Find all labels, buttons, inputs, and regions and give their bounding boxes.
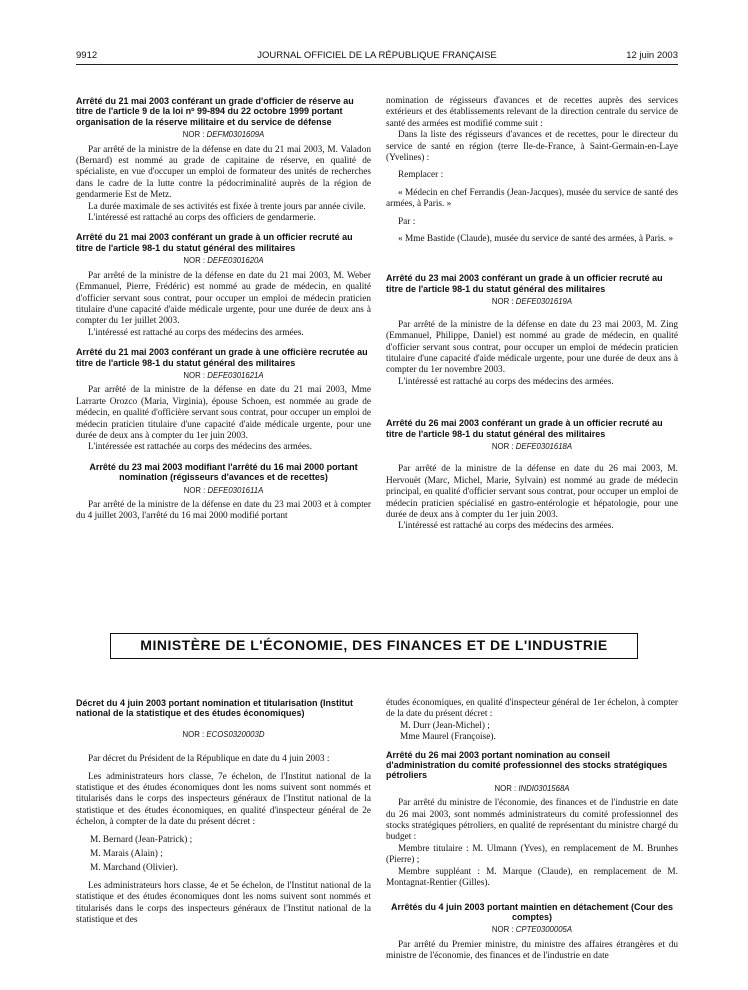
- nor-reference: NOR : DEFE0301611A: [183, 485, 264, 495]
- article: [76, 347, 371, 454]
- paragraph: La durée maximale de ses activités est fixée à trente jours par année civile.: [88, 201, 366, 212]
- paragraph: études économiques, en qualité d'inspecteur général de 1er échelon, à compter de la date du présent décret :: [386, 698, 678, 720]
- paragraph: L'intéressé est rattaché au corps des médecins des armées.: [398, 521, 614, 532]
- journal-title: JOURNAL OFFICIEL DE LA RÉPUBLIQUE FRANÇAISE: [257, 50, 497, 61]
- article: [76, 462, 371, 523]
- article: [386, 273, 678, 388]
- article-title: Arrêté du 21 mai 2003 conférant un grade à un officier recruté au titre de l'article 98-1 du statut général des militaires: [76, 232, 353, 253]
- paragraph: Par arrêté de la ministre de la défense en date du 21 mai 2003, M. Valadon (Bernard) est nommé au grade de capitaine de réserve, en qualité de spécialiste, en vue d'occuper un emploi de formateur des unités de recherches dans le cadre de la lutte contre la pédocriminalité auprès de la région de gendarmerie Est de Metz.: [76, 144, 371, 201]
- column-right-bottom: [386, 698, 678, 971]
- paragraph: Par arrêté de la ministre de la défense en date du 26 mai 2003, M. Hervouët (Marc, Michel, Marie, Sylvain) est nommé au grade de médecin principal, en qualité d'officier servant sous contrat, pour occuper un emploi de médecin praticien spécialisé en gastro-entérologie et hépatologie, pour une durée de deux ans à compter du 1er juin 2003.: [386, 464, 678, 520]
- nor-reference: NOR : DEFE0301621A: [183, 370, 264, 380]
- paragraph: Les administrateurs hors classe, 7e échelon, de l'Institut national de la statistique et des études économiques dont les noms suivent sont nommés et titularisés dans le corps des inspecteurs généraux de l'Institut national de la statistique et des études économiques, en qualité d'inspecteur général de 2e échelon, à compter de la date du présent décret :: [76, 771, 371, 828]
- header-rule: [76, 64, 678, 65]
- paragraph: Par arrêté du Premier ministre, du ministre des affaires étrangères et du ministre de l'économie, des finances et de l'industrie en date: [386, 939, 678, 962]
- issue-date: 12 juin 2003: [626, 50, 678, 61]
- paragraph: nomination de régisseurs d'avances et de recettes auprès des services extérieurs et des établissements relevant de la direction centrale du service de santé des armées est modifié comme suit :: [386, 96, 678, 129]
- nor-reference: NOR : ECOS0320003D: [182, 729, 265, 739]
- paragraph: « Mme Bastide (Claude), musée du service de santé des armées, à Paris. »: [398, 234, 674, 245]
- article-title: Arrêté du 21 mai 2003 conférant un grade d'officier de réserve au titre de l'article 9 de la loi nº 99-894 du 22 octobre 1999 portant organisation de la réserve militaire et du service de défense: [76, 96, 354, 127]
- column-left-bottom: [76, 698, 371, 927]
- article: [76, 96, 371, 224]
- paragraph: Dans la liste des régisseurs d'avances et de recettes, pour le directeur du service de santé en région (terre Ile-de-France, à Saint-Germain-en-Laye (Yvelines) :: [386, 130, 678, 164]
- article-title: Arrêté du 23 mai 2003 modifiant l'arrêté du 16 mai 2000 portant nomination (régisseurs d'avances et de recettes): [89, 461, 358, 483]
- article-continuation: [386, 96, 678, 245]
- paragraph: Par :: [398, 216, 416, 227]
- paragraph: L'intéressé est rattaché au corps des médecins des armées.: [88, 327, 304, 338]
- column-left-top: [76, 96, 371, 531]
- name-list: [386, 721, 678, 744]
- nor-reference: NOR : CPTE0300005A: [491, 925, 573, 935]
- page-number: 9912: [76, 50, 98, 61]
- nor-reference: NOR : DEFM0301609A: [182, 130, 265, 140]
- paragraph: Par arrêté du ministre de l'économie, des finances et de l'industrie en date du 26 mai 2003, sont nommés administrateurs du comité professionnel des stocks stratégiques pétroliers, en qualité de représentant du ministre chargé du budget :: [386, 798, 678, 843]
- list-item: M. Marchand (Olivier).: [90, 863, 178, 874]
- paragraph: Par arrêté de la ministre de la défense en date du 23 mai 2003 et à compter du 4 juillet 2003, l'arrêté du 16 mai 2000 modifié portant: [76, 500, 371, 522]
- list-item: M. Durr (Jean-Michel) ;: [400, 720, 490, 731]
- paragraph: Les administrateurs hors classe, 4e et 5e échelon, de l'Institut national de la statistique et des études économiques dont les noms suivent sont nommés et titularisés dans le corps des inspecteurs généraux de l'Institut national de la statistique et des: [76, 880, 371, 926]
- paragraph: Par arrêté de la ministre de la défense en date du 23 mai 2003, M. Zing (Emmanuel, Philippe, Daniel) est nommé au grade de médecin, en qualité d'officier servant sous contrat, pour occuper un emploi de médecin praticien titulaire d'une capacité d'aide médicale urgente, pour une durée de deux ans à compter du 1er novembre 2003.: [386, 319, 678, 376]
- nor-reference: NOR : DEFE0301619A: [491, 297, 573, 307]
- paragraph: Par arrêté de la ministre de la défense en date du 21 mai 2003, Mme Larrarte Orozco (Maria, Virginia), épouse Schoen, est nommée au grade de médecin, en qualité d'officière servant sous contrat, pour occuper un emploi de médecin praticien titulaire d'une capacité d'aide médicale urgente, pour une durée de deux ans à compter du 1er juin 2003.: [76, 385, 371, 441]
- name-list: [76, 835, 371, 875]
- nor-reference: NOR : INDI0301568A: [494, 783, 570, 793]
- nor-reference: NOR : DEFE0301620A: [183, 256, 264, 266]
- column-right-top: [386, 96, 678, 541]
- paragraph: Membre suppléant : M. Marque (Claude), en remplacement de M. Montagnat-Rentier (Gilles).: [386, 866, 678, 889]
- paragraph: L'intéressé est rattaché au corps des médecins des armées.: [398, 376, 614, 387]
- article: [386, 750, 678, 890]
- ministry-banner: MINISTÈRE DE L'ÉCONOMIE, DES FINANCES ET DE L'INDUSTRIE: [110, 633, 638, 659]
- paragraph: Remplacer :: [398, 170, 444, 181]
- article: [386, 902, 678, 963]
- article: [76, 232, 371, 339]
- article-title: Arrêté du 26 mai 2003 portant nomination au conseil d'administration du comité professionnel des stocks stratégiques pétroliers: [386, 749, 668, 781]
- page-header: [76, 50, 678, 64]
- nor-reference: NOR : DEFE0301618A: [491, 441, 573, 451]
- decree-title: Décret du 4 juin 2003 portant nomination et titularisation (Institut national de la statistique et des études économiques): [76, 698, 354, 719]
- paragraph: L'intéressé est rattaché au corps des officiers de gendarmerie.: [88, 213, 316, 224]
- paragraph: L'intéressée est rattachée au corps des médecins des armées.: [88, 442, 312, 453]
- paragraph: Membre titulaire : M. Ulmann (Yves), en remplacement de M. Brunhes (Pierre) ;: [386, 843, 678, 866]
- article: [386, 418, 678, 533]
- list-item: M. Bernard (Jean-Patrick) ;: [90, 834, 193, 845]
- article-title: Arrêté du 21 mai 2003 conférant un grade à une officière recrutée au titre de l'article 98-1 du statut général des militaires: [76, 347, 368, 368]
- list-item: M. Marais (Alain) ;: [90, 849, 163, 860]
- list-item: Mme Maurel (Françoise).: [400, 732, 496, 743]
- article-title: Arrêté du 26 mai 2003 conférant un grade à un officier recruté au titre de l'article 98-1 du statut général des militaires: [386, 418, 663, 439]
- paragraph: « Médecin en chef Ferrandis (Jean-Jacques), musée du service de santé des armées, à Paris. »: [386, 187, 678, 210]
- paragraph: Par arrêté de la ministre de la défense en date du 21 mai 2003, M. Weber (Emmanuel, Pierre, Frédéric) est nommé au grade de médecin, en qualité d'officier servant sous contrat, pour occuper un emploi de médecin praticien titulaire d'une capacité d'aide médicale urgente, pour une durée de deux ans à compter du 1er juillet 2003.: [76, 270, 371, 327]
- article-title: Arrêtés du 4 juin 2003 portant maintien en détachement (Cour des comptes): [390, 901, 674, 922]
- paragraph: Par décret du Président de la République en date du 4 juin 2003 :: [88, 754, 330, 765]
- article-title: Arrêté du 23 mai 2003 conférant un grade à un officier recruté au titre de l'article 98-1 du statut général des militaires: [386, 273, 663, 294]
